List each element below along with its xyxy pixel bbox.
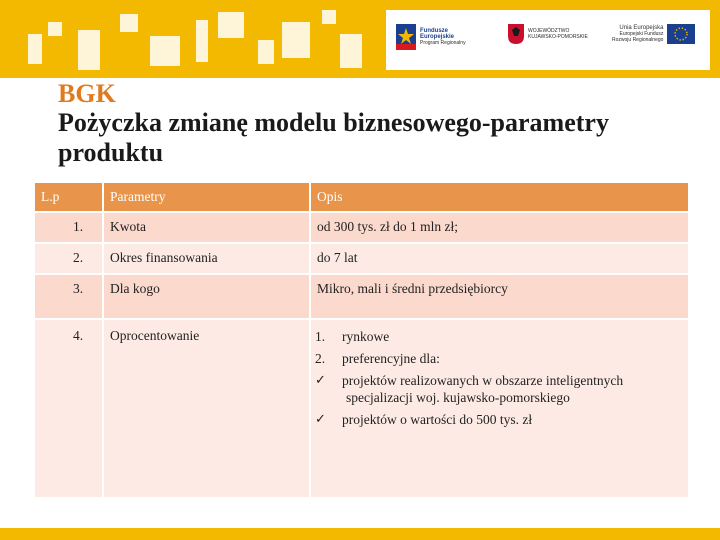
list-item-continuation: specjalizacji woj. kujawsko-pomorskiego: [346, 390, 570, 405]
page-title: Pożyczka zmianę modelu biznesowego-parametry produktu: [58, 108, 609, 167]
column-header-parametry: Parametry: [103, 182, 310, 212]
row-parameter: Dla kogo: [103, 274, 310, 319]
row-number: 3.: [34, 274, 103, 319]
fe-star-icon: [396, 24, 416, 50]
table-row: [34, 212, 689, 243]
row-parameter: Okres finansowania: [103, 243, 310, 274]
table-row: [34, 274, 689, 319]
coat-of-arms-icon: [508, 24, 524, 44]
eu-flag-icon: [667, 24, 695, 44]
wojewodztwo-logo: WOJEWÓDZTWO KUJAWSKO-POMORSKIE: [508, 24, 588, 44]
table-header-row: [34, 182, 689, 212]
interest-options-list: [311, 320, 688, 431]
fundusze-europejskie-logo: Fundusze Europejskie Program Regionalny: [396, 24, 466, 50]
column-header-lp: L.p: [34, 182, 103, 212]
row-description: Mikro, mali i średni przedsiębiorcy: [310, 274, 689, 319]
banner-decoration: [282, 22, 310, 58]
row-number: 1.: [34, 212, 103, 243]
banner-decoration: [78, 30, 100, 70]
banner-decoration: [258, 40, 274, 64]
list-item: ✓ projektów realizowanych w obszarze inteligentnych: [315, 370, 682, 392]
top-banner: [0, 0, 720, 78]
unia-europejska-logo: Unia Europejska Europejski Fundusz Rozwoju Regionalnego: [612, 24, 695, 44]
row-number: 4.: [34, 319, 103, 498]
table-row: [34, 243, 689, 274]
logos-bar: [386, 10, 710, 70]
checkmark-icon: ✓: [315, 412, 326, 427]
banner-decoration: [340, 34, 362, 68]
row-parameter: Oprocentowanie: [103, 319, 310, 498]
row-description: od 300 tys. zł do 1 mln zł;: [310, 212, 689, 243]
footer-bar: [0, 528, 720, 540]
banner-decoration: [322, 10, 336, 24]
column-header-opis: Opis: [310, 182, 689, 212]
row-description: [310, 319, 689, 498]
list-item: 2. preferencyjne dla:: [315, 351, 440, 366]
table-row: [34, 319, 689, 498]
banner-decoration: [196, 20, 208, 62]
row-description: do 7 lat: [310, 243, 689, 274]
banner-decoration: [150, 36, 180, 66]
organization-name: BGK: [58, 79, 116, 108]
product-parameters-table: [33, 181, 690, 499]
banner-decoration: [120, 14, 138, 32]
banner-decoration: [48, 22, 62, 36]
list-item: ✓ projektów o wartości do 500 tys. zł: [315, 409, 682, 431]
slide-title: [58, 80, 658, 168]
row-parameter: Kwota: [103, 212, 310, 243]
checkmark-icon: ✓: [315, 373, 326, 388]
banner-decoration: [28, 34, 42, 64]
banner-decoration: [218, 12, 244, 38]
list-item: 1. rynkowe: [315, 329, 390, 344]
row-number: 2.: [34, 243, 103, 274]
